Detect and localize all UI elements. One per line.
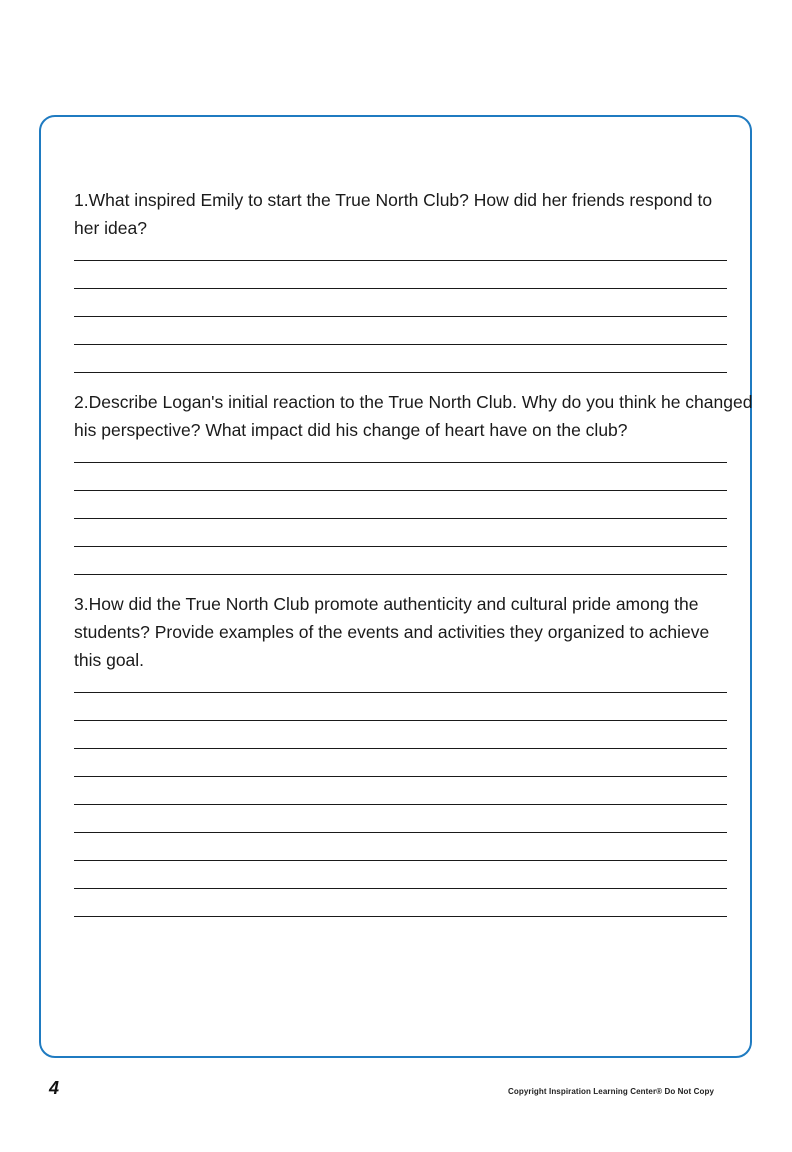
- answer-line[interactable]: [74, 261, 727, 289]
- answer-line[interactable]: [74, 805, 727, 833]
- answer-line[interactable]: [74, 889, 727, 917]
- answer-line[interactable]: [74, 435, 727, 463]
- answer-line[interactable]: [74, 833, 727, 861]
- question-block-1: [74, 186, 754, 382]
- answer-lines-3: [74, 674, 754, 926]
- answer-line[interactable]: [74, 233, 727, 261]
- question-text-3: 3.How did the True North Club promote authenticity and cultural pride among the students? Provide examples of the events and activities they organized to achieve this goal.: [74, 594, 715, 670]
- answer-line[interactable]: [74, 665, 727, 693]
- answer-line[interactable]: [74, 547, 727, 575]
- answer-line[interactable]: [74, 317, 727, 345]
- answer-line[interactable]: [74, 777, 727, 805]
- page-number: 4: [49, 1078, 60, 1098]
- answer-line[interactable]: [74, 289, 727, 317]
- question-block-2: [74, 388, 758, 584]
- answer-line[interactable]: [74, 519, 727, 547]
- answer-lines-1: [74, 242, 754, 382]
- answer-lines-2: [74, 444, 754, 584]
- question-text-1: 1.What inspired Emily to start the True North Club? How did her friends respond to her idea?: [74, 190, 717, 238]
- answer-line[interactable]: [74, 463, 727, 491]
- answer-line[interactable]: [74, 345, 727, 373]
- answer-line[interactable]: [74, 749, 727, 777]
- question-text-2: 2.Describe Logan's initial reaction to the True North Club. Why do you think he changed his perspective? What impact did his change of heart have on the club?: [74, 392, 758, 440]
- answer-line[interactable]: [74, 693, 727, 721]
- answer-line[interactable]: [74, 491, 727, 519]
- worksheet-content: [74, 186, 758, 926]
- copyright-notice: Copyright Inspiration Learning Center® Do Not Copy: [508, 1087, 715, 1096]
- answer-line[interactable]: [74, 721, 727, 749]
- answer-line[interactable]: [74, 861, 727, 889]
- question-block-3: [74, 590, 754, 926]
